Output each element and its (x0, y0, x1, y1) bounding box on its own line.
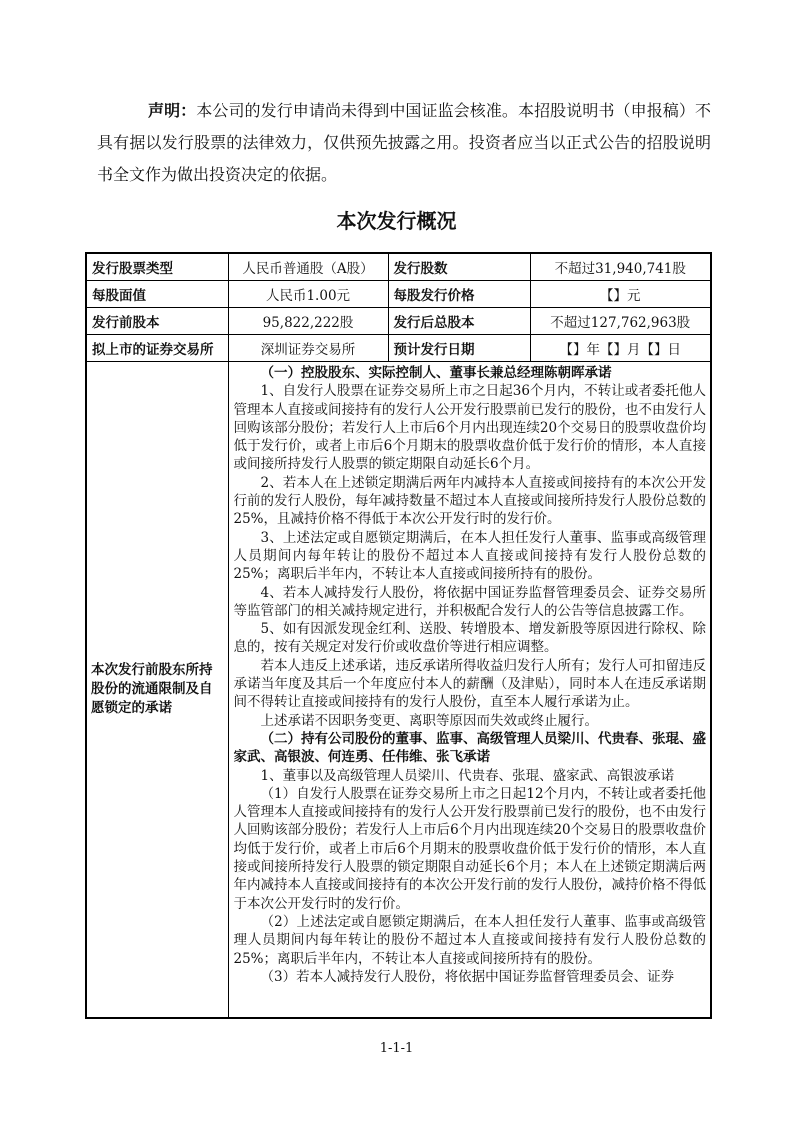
paragraph: 5、如有因派发现金红利、送股、转增股本、增发新股等原因进行除权、除息的，按有关规定对发行价或收盘价等进行相应调整。 (233, 621, 706, 656)
row-label: 发行后总股本 (388, 308, 530, 335)
paragraph: 3、上述法定或自愿锁定期满后，在本人担任发行人董事、监事或高级管理人员期间内每年转让的股份不超过本人直接或间接持有发行人股份总数的25%；离职后半年内，不转让本人直接或间接所持有的股份。 (233, 529, 706, 583)
paragraph: 上述承诺不因职务变更、离职等原因而失效或终止履行。 (260, 712, 598, 729)
table-row (86, 253, 711, 281)
paragraph: （2）上述法定或自愿锁定期满后，在本人担任发行人董事、监事或高级管理人员期间内每年转让的股份不超过本人直接或间接持有发行人股份总数的25%；离职后半年内，不转让本人直接或间接所持有的股份。 (233, 913, 706, 967)
row-value: 人民币1.00元 (228, 281, 388, 308)
table-row (86, 335, 711, 362)
row-value: 深圳证券交易所 (228, 335, 388, 362)
paragraph: 4、若本人减持发行人股份，将依据中国证券监督管理委员会、证券交易所等监管部门的相关减持规定进行，并积极配合发行人的公告等信息披露工作。 (233, 584, 706, 619)
row-label: 每股发行价格 (388, 281, 530, 308)
row-value: 95,822,222股 (228, 308, 388, 335)
paragraph: （1）自发行人股票在证券交易所上市之日起12个月内，不转让或者委托他人管理本人直接或间接持有的发行人公开发行股票前已发行的股份，也不由发行人回购该部分股份；若发行人上市后6个月内出现连续20个交易日的股票收盘价均低于发行价，或者上市后6个月期末的股票收盘价低于发行价的情形，本人直接或间接所持发行人股票的锁定期限自动延长6个月；本人在上述锁定期满后两年内减持本人直接或间接持有的本次公开发行前的发行人股份，减持价格不得低于本次公开发行时的发行价。 (233, 785, 706, 912)
paragraph: 2、若本人在上述锁定期满后两年内减持本人直接或间接持有的本次公开发行前的发行人股份，每年减持数量不超过本人直接或间接所持发行人股份总数的25%，且减持价格不得低于本次公开发行时的发行价。 (233, 474, 706, 528)
commitment-row (86, 362, 711, 1019)
row-label: 发行股数 (388, 253, 530, 281)
table-row (86, 308, 711, 335)
declaration-text: 本公司的发行申请尚未得到中国证监会核准。本招股说明书（申报稿）不具有据以发行股票的法律效力，仅供预先披露之用。投资者应当以正式公告的招股说明书全文作为做出投资决定的依据。 (97, 101, 711, 184)
page-title: 本次发行概况 (336, 209, 457, 233)
paragraph: 若本人违反上述承诺，违反承诺所得收益归发行人所有；发行人可扣留违反承诺当年度及其后一个年度应付本人的薪酬（及津贴），同时本人在违反承诺期间不得转让直接或间接持有的发行人股份，直至本人履行承诺为止。 (233, 657, 706, 711)
section-heading: （二）持有公司股份的董事、监事、高级管理人员梁川、代贵春、张琨、盛家武、高银波、何连勇、任伟维、张飞承诺 (233, 730, 706, 766)
row-label: 发行前股本 (86, 308, 228, 335)
paragraph: （3）若本人减持发行人股份，将依据中国证券监督管理委员会、证券 (260, 968, 675, 985)
declaration (97, 95, 711, 191)
row-label: 预计发行日期 (388, 335, 530, 362)
paragraph: 1、自发行人股票在证券交易所上市之日起36个月内，不转让或者委托他人管理本人直接或间接持有的发行人公开发行股票前已发行的股份，也不由发行人回购该部分股份；若发行人上市后6个月内出现连续20个交易日的股票收盘价均低于发行价，或者上市后6个月期末的股票收盘价低于发行价的情形，本人直接或间接所持发行人股票的锁定期限自动延长6个月。 (233, 383, 706, 473)
row-value: 不超过31,940,741股 (530, 253, 711, 281)
issuance-overview-table (85, 252, 712, 1019)
row-label: 发行股票类型 (86, 253, 228, 281)
table-row (86, 281, 711, 308)
declaration-label: 声明： (148, 101, 197, 120)
row-value: 不超过127,762,963股 (530, 308, 711, 335)
page-number: 1-1-1 (379, 1041, 414, 1056)
row-label: 每股面值 (86, 281, 228, 308)
row-value: 人民币普通股（A股） (228, 253, 388, 281)
section-heading: （一）控股股东、实际控制人、董事长兼总经理陈朝晖承诺 (260, 365, 612, 381)
row-value: 【】元 (530, 281, 711, 308)
row-label: 拟上市的证券交易所 (86, 335, 228, 362)
row-value: 【】年【】月【】日 (530, 335, 711, 362)
paragraph: 1、董事以及高级管理人员梁川、代贵春、张琨、盛家武、高银波承诺 (260, 767, 675, 784)
commitment-text (228, 362, 711, 1019)
commitment-label: 本次发行前股东所持股份的流通限制及自愿锁定的承诺 (86, 362, 228, 1019)
